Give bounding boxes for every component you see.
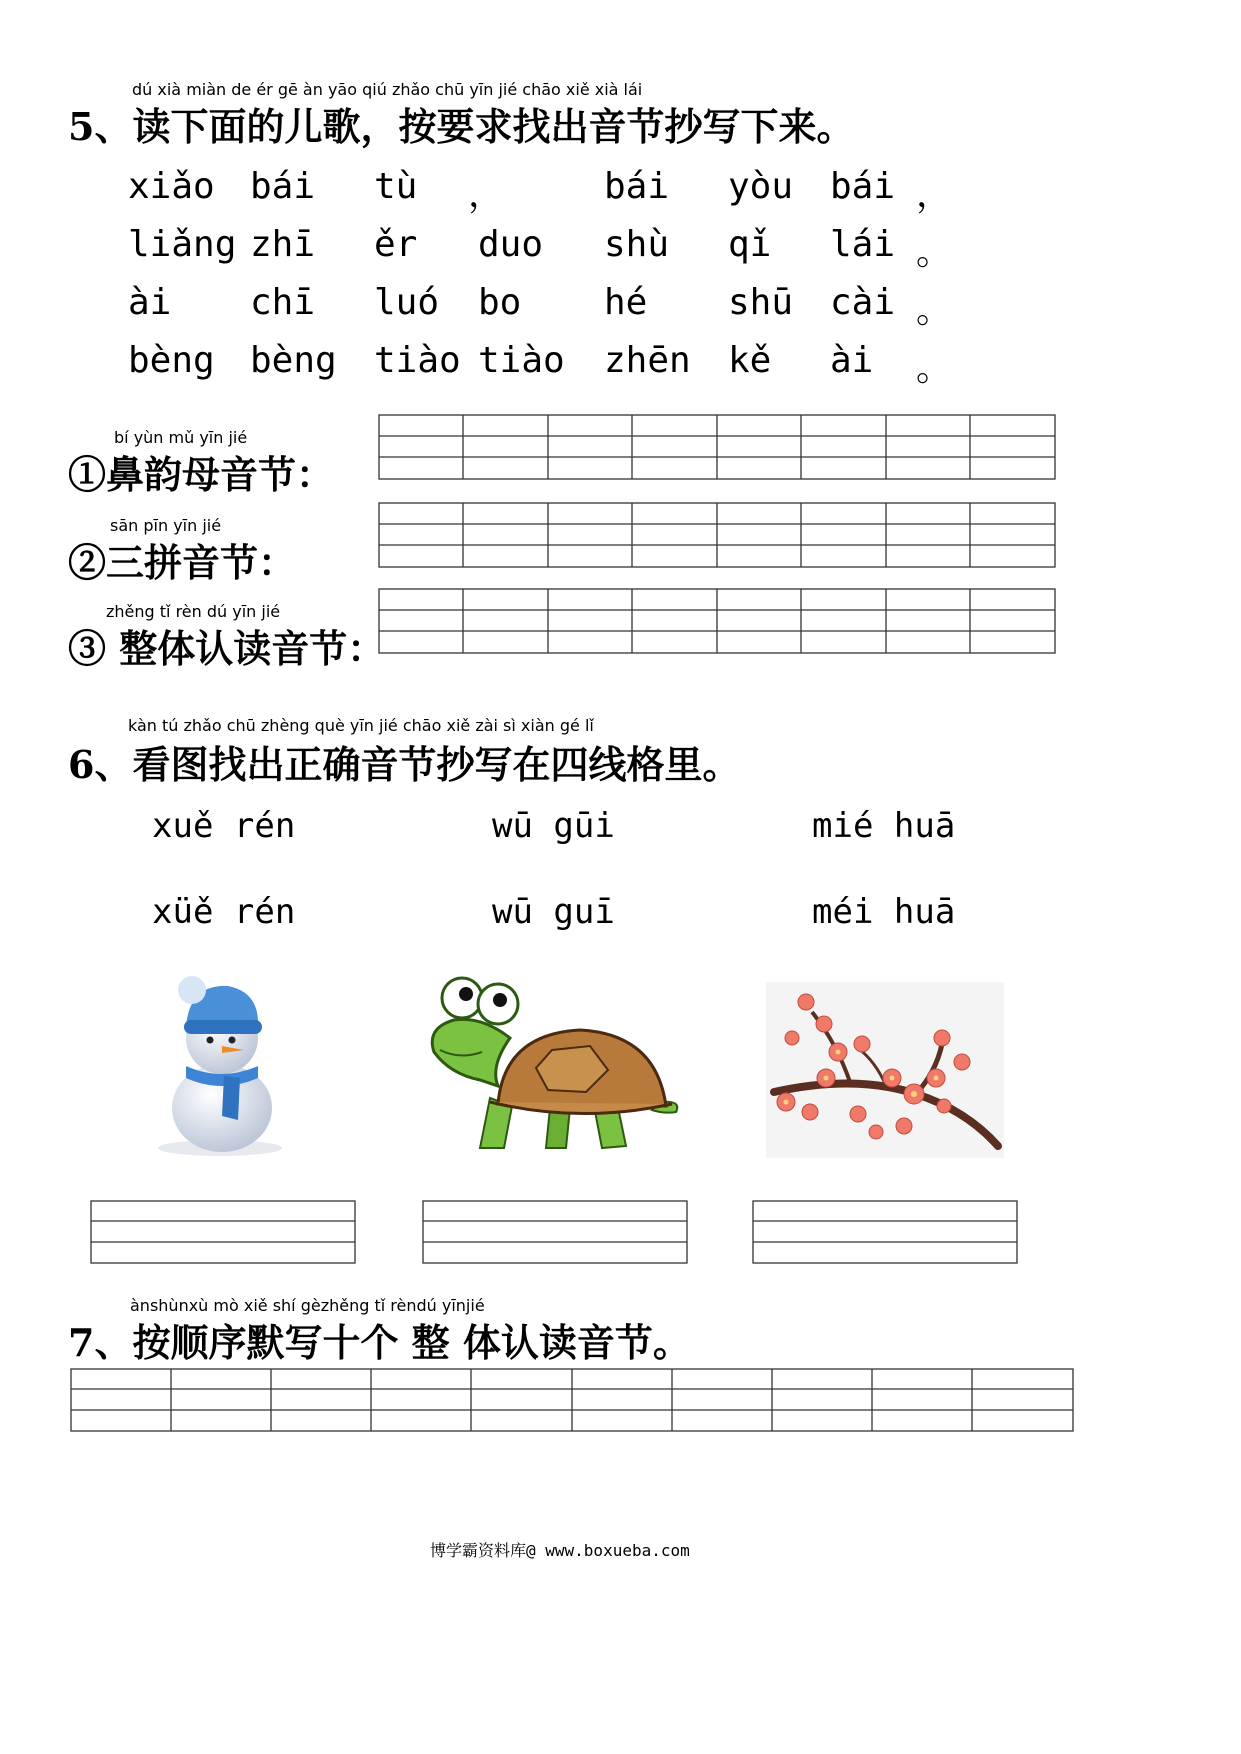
turtle-answer-grid[interactable] [422, 1200, 690, 1266]
poem-syllable: yòu [728, 166, 794, 207]
poem-syllable: luó [374, 282, 440, 323]
item2-pinyin: sān pīn yīn jié [110, 516, 222, 535]
poem-syllable: tiào [374, 340, 461, 381]
plum-answer-grid[interactable] [752, 1200, 1020, 1266]
poem-syllable: duo [478, 224, 544, 265]
option-turtle-2: wū guī [492, 892, 615, 932]
poem-syllable: bèng [250, 340, 337, 381]
poem-syllable: bái [830, 166, 896, 207]
option-turtle-1: wū gūi [492, 806, 615, 846]
footer-watermark: 博学霸资料库@ www.boxueba.com [430, 1541, 690, 1560]
option-snowman-2: xüě rén [152, 892, 296, 932]
plum-blossom-picture [766, 982, 1004, 1158]
item1-pinyin: bí yùn mǔ yīn jié [114, 428, 248, 447]
poem-syllable: bo [478, 282, 522, 323]
triple-syllable-grid[interactable] [378, 502, 1058, 570]
poem-syllable: zhī [250, 224, 316, 265]
poem-punct: ， [468, 174, 505, 215]
poem-syllable: tù [374, 166, 418, 207]
poem-syllable: shù [604, 224, 670, 265]
poem-punct: 。 [916, 232, 953, 273]
poem-syllable: ài [830, 340, 874, 381]
snowman-answer-grid[interactable] [90, 1200, 358, 1266]
poem-syllable: chī [250, 282, 316, 323]
option-plum-1: mié huā [812, 806, 956, 846]
poem-syllable: bái [250, 166, 316, 207]
option-plum-2: méi huā [812, 892, 956, 932]
q6-title: 6、看图找出正确音节抄写在四线格里。 [68, 742, 741, 787]
q7-title: 7、按顺序默写十个 整 体认读音节。 [68, 1320, 691, 1365]
poem-syllable: bái [604, 166, 670, 207]
item1-label: ①鼻韵母音节： [68, 452, 335, 497]
q6-title-pinyin: kàn tú zhǎo chū zhèng què yīn jié chāo xiě zài sì xiàn gé lǐ [128, 716, 594, 735]
poem-syllable: qǐ [728, 224, 772, 265]
poem-syllable: ěr [374, 224, 418, 265]
snowman-picture [140, 970, 300, 1160]
poem-punct: 。 [916, 348, 953, 389]
poem-syllable: zhēn [604, 340, 691, 381]
q5-title-pinyin: dú xià miàn de ér gē àn yāo qiú zhǎo chū yīn jié chāo xiě xià lái [132, 80, 643, 99]
item2-label: ②三拼音节： [68, 540, 297, 585]
poem-syllable: bèng [128, 340, 215, 381]
item3-pinyin: zhěng tǐ rèn dú yīn jié [106, 602, 281, 621]
option-snowman-1: xuě rén [152, 806, 296, 846]
poem-syllable: cài [830, 282, 896, 323]
nasal-syllable-grid[interactable] [378, 414, 1058, 482]
whole-syllable-grid[interactable] [378, 588, 1058, 656]
poem-syllable: liǎng [128, 224, 237, 265]
poem-punct: 。 [916, 290, 953, 331]
item3-label: ③ 整体认读音节： [68, 626, 386, 671]
poem-syllable: shū [728, 282, 794, 323]
poem-syllable: lái [830, 224, 896, 265]
q5-title: 5、读下面的儿歌，按要求找出音节抄写下来。 [68, 104, 855, 149]
poem-syllable: tiào [478, 340, 565, 381]
poem-syllable: ài [128, 282, 172, 323]
q7-title-pinyin: ànshùnxù mò xiě shí gèzhěng tǐ rèndú yīnjié [130, 1296, 485, 1315]
poem-syllable: kě [728, 340, 772, 381]
poem-syllable: xiǎo [128, 166, 215, 207]
poem-syllable: hé [604, 282, 648, 323]
poem-punct: ， [916, 174, 953, 215]
turtle-picture [420, 968, 686, 1168]
ten-syllable-grid[interactable] [70, 1368, 1076, 1434]
